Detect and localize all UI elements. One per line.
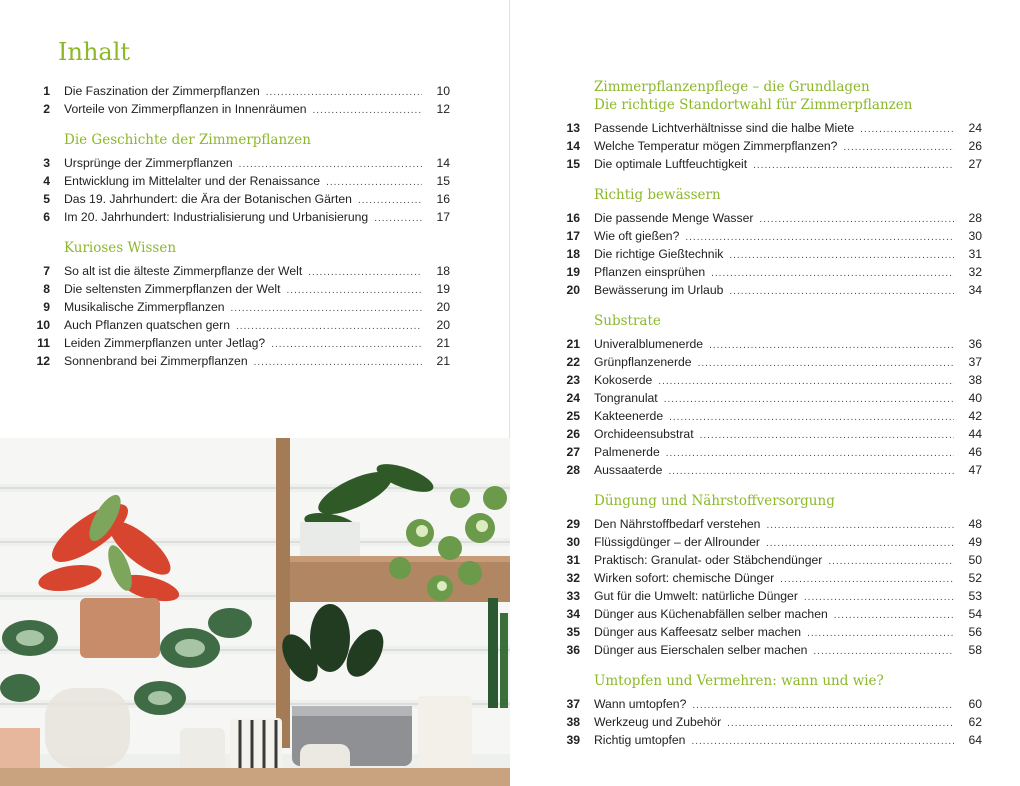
entry-page-number: 32 [968, 265, 982, 279]
entry-label: Kokoserde [594, 373, 653, 387]
entry-number: 2 [43, 102, 50, 116]
dot-leader [780, 571, 954, 589]
entry-page-number: 26 [968, 139, 982, 153]
entry-label: Vorteile von Zimmerpflanzen in Innenräumen [64, 102, 307, 116]
dot-leader [666, 445, 954, 463]
entry-number: 27 [566, 445, 580, 459]
entry-label: Ursprünge der Zimmerpflanzen [64, 156, 233, 170]
entry-number: 32 [566, 571, 580, 585]
entry-label: Aussaaterde [594, 463, 663, 477]
entry-label: Pflanzen einsprühen [594, 265, 706, 279]
section-heading: Die Geschichte der Zimmerpflanzen [64, 132, 311, 148]
entry-page-number: 28 [968, 211, 982, 225]
entry-number: 29 [566, 517, 580, 531]
entry-label: Wie oft gießen? [594, 229, 680, 243]
section-heading: Düngung und Nährstoffversorgung [594, 493, 835, 509]
toc-entry [560, 569, 982, 587]
dot-leader [669, 409, 954, 427]
toc-entry [560, 425, 982, 443]
toc-entry [560, 533, 982, 551]
section-heading: Die richtige Standortwahl für Zimmerpflanzen [594, 97, 913, 113]
entry-page-number: 44 [968, 427, 982, 441]
entry-number: 24 [566, 391, 580, 405]
entry-label: Kakteenerde [594, 409, 664, 423]
toc-entry [560, 407, 982, 425]
entry-number: 7 [43, 264, 50, 278]
entry-label: Welche Temperatur mögen Zimmerpflanzen? [594, 139, 838, 153]
entry-number: 22 [566, 355, 580, 369]
entry-label: Flüssigdünger – der Allrounder [594, 535, 760, 549]
toc-entry [560, 695, 982, 713]
entry-number: 1 [43, 84, 50, 98]
entry-number: 15 [566, 157, 580, 171]
dot-leader [727, 715, 954, 733]
dot-leader [729, 247, 954, 265]
entry-number: 31 [566, 553, 580, 567]
entry-label: Wann umtopfen? [594, 697, 687, 711]
entry-page-number: 62 [968, 715, 982, 729]
toc-left-column [30, 82, 450, 370]
dot-leader [308, 264, 422, 282]
entry-label: Werkzeug und Zubehör [594, 715, 722, 729]
entry-number: 6 [43, 210, 50, 224]
toc-entry [560, 209, 982, 227]
dot-leader [860, 121, 954, 139]
toc-entry [560, 587, 982, 605]
dot-leader [813, 643, 954, 661]
toc-entry [560, 605, 982, 623]
entry-number: 28 [566, 463, 580, 477]
entry-page-number: 10 [436, 84, 450, 98]
entry-page-number: 27 [968, 157, 982, 171]
toc-entry [30, 190, 450, 208]
entry-number: 18 [566, 247, 580, 261]
toc-entry [30, 298, 450, 316]
entry-label: Den Nährstoffbedarf verstehen [594, 517, 761, 531]
toc-entry [560, 371, 982, 389]
dot-leader [374, 210, 422, 228]
entry-page-number: 46 [968, 445, 982, 459]
entry-number: 21 [566, 337, 580, 351]
entry-page-number: 48 [968, 517, 982, 531]
entry-number: 5 [43, 192, 50, 206]
entry-page-number: 52 [968, 571, 982, 585]
entry-page-number: 47 [968, 463, 982, 477]
dot-leader [698, 355, 954, 373]
toc-entry [30, 100, 450, 118]
entry-label: Tongranulat [594, 391, 658, 405]
dot-leader [843, 139, 954, 157]
entry-page-number: 56 [968, 625, 982, 639]
plants-photo [0, 438, 510, 786]
entry-page-number: 24 [968, 121, 982, 135]
entry-page-number: 17 [436, 210, 450, 224]
toc-entry [30, 280, 450, 298]
entry-number: 26 [566, 427, 580, 441]
dot-leader [668, 463, 954, 481]
entry-label: Univeralblumenerde [594, 337, 704, 351]
entry-page-number: 31 [968, 247, 982, 261]
entry-number: 4 [43, 174, 50, 188]
entry-label: Sonnenbrand bei Zimmerpflanzen [64, 354, 248, 368]
toc-entry [560, 227, 982, 245]
dot-leader [685, 229, 954, 247]
section-heading: Substrate [594, 313, 661, 329]
entry-page-number: 36 [968, 337, 982, 351]
entry-page-number: 50 [968, 553, 982, 567]
entry-page-number: 64 [968, 733, 982, 747]
toc-entry [30, 352, 450, 370]
entry-page-number: 21 [436, 354, 450, 368]
entry-number: 9 [43, 300, 50, 314]
entry-number: 3 [43, 156, 50, 170]
section-heading: Zimmerpflanzenpflege – die Grundlagen [594, 79, 870, 95]
toc-entry [560, 353, 982, 371]
entry-label: Dünger aus Küchenabfällen selber machen [594, 607, 828, 621]
entry-label: Wirken sofort: chemische Dünger [594, 571, 775, 585]
section-heading: Umtopfen und Vermehren: wann und wie? [594, 673, 884, 689]
dot-leader [664, 391, 954, 409]
section-heading: Richtig bewässern [594, 187, 721, 203]
entry-label: Entwicklung im Mittelalter und der Renaissance [64, 174, 321, 188]
dot-leader [700, 427, 954, 445]
toc-entry [30, 172, 450, 190]
entry-label: Musikalische Zimmerpflanzen [64, 300, 225, 314]
entry-number: 39 [566, 733, 580, 747]
entry-page-number: 54 [968, 607, 982, 621]
entry-page-number: 40 [968, 391, 982, 405]
entry-number: 33 [566, 589, 580, 603]
entry-number: 8 [43, 282, 50, 296]
dot-leader [807, 625, 954, 643]
dot-leader [287, 282, 422, 300]
entry-label: Praktisch: Granulat- oder Stäbchendünger [594, 553, 823, 567]
entry-page-number: 16 [436, 192, 450, 206]
entry-label: Die optimale Luftfeuchtigkeit [594, 157, 748, 171]
entry-page-number: 60 [968, 697, 982, 711]
toc-entry [560, 623, 982, 641]
entry-number: 34 [566, 607, 580, 621]
dot-leader [828, 553, 954, 571]
entry-number: 23 [566, 373, 580, 387]
entry-label: So alt ist die älteste Zimmerpflanze der Welt [64, 264, 303, 278]
toc-entry [560, 335, 982, 353]
toc-entry [30, 262, 450, 280]
entry-label: Die passende Menge Wasser [594, 211, 754, 225]
entry-page-number: 21 [436, 336, 450, 350]
entry-label: Das 19. Jahrhundert: die Ära der Botanischen Gärten [64, 192, 352, 206]
entry-page-number: 53 [968, 589, 982, 603]
dot-leader [753, 157, 954, 175]
dot-leader [692, 697, 954, 715]
dot-leader [658, 373, 954, 391]
entry-label: Dünger aus Kaffeesatz selber machen [594, 625, 802, 639]
entry-number: 25 [566, 409, 580, 423]
entry-page-number: 14 [436, 156, 450, 170]
entry-label: Richtig umtopfen [594, 733, 686, 747]
toc-entry [560, 137, 982, 155]
entry-number: 38 [566, 715, 580, 729]
dot-leader [834, 607, 954, 625]
toc-entry [560, 731, 982, 749]
dot-leader [766, 517, 954, 535]
entry-number: 30 [566, 535, 580, 549]
entry-number: 13 [566, 121, 580, 135]
dot-leader [759, 211, 954, 229]
entry-number: 36 [566, 643, 580, 657]
page-title: Inhalt [58, 38, 131, 66]
entry-number: 19 [566, 265, 580, 279]
entry-label: Im 20. Jahrhundert: Industrialisierung und Urbanisierung [64, 210, 369, 224]
entry-number: 11 [37, 336, 50, 350]
entry-page-number: 20 [436, 318, 450, 332]
entry-page-number: 34 [968, 283, 982, 297]
toc-right-column [560, 78, 982, 749]
entry-label: Die seltensten Zimmerpflanzen der Welt [64, 282, 281, 296]
entry-page-number: 38 [968, 373, 982, 387]
dot-leader [691, 733, 954, 751]
toc-entry [30, 154, 450, 172]
section-heading: Kurioses Wissen [64, 240, 177, 256]
toc-entry [560, 443, 982, 461]
toc-entry [560, 515, 982, 533]
entry-number: 37 [566, 697, 580, 711]
toc-entry [560, 461, 982, 479]
entry-label: Bewässerung im Urlaub [594, 283, 724, 297]
entry-page-number: 49 [968, 535, 982, 549]
entry-page-number: 30 [968, 229, 982, 243]
entry-number: 10 [36, 318, 50, 332]
entry-page-number: 20 [436, 300, 450, 314]
toc-entry [30, 334, 450, 352]
entry-number: 35 [566, 625, 580, 639]
entry-number: 12 [36, 354, 50, 368]
entry-label: Grünpflanzenerde [594, 355, 692, 369]
dot-leader [231, 300, 422, 318]
toc-entry [560, 119, 982, 137]
entry-label: Leiden Zimmerpflanzen unter Jetlag? [64, 336, 266, 350]
entry-label: Auch Pflanzen quatschen gern [64, 318, 231, 332]
entry-number: 14 [566, 139, 580, 153]
entry-label: Palmenerde [594, 445, 660, 459]
entry-label: Passende Lichtverhältnisse sind die halbe Miete [594, 121, 855, 135]
toc-entry [560, 281, 982, 299]
entry-label: Orchideensubstrat [594, 427, 694, 441]
toc-entry [560, 245, 982, 263]
dot-leader [709, 337, 954, 355]
entry-label: Gut für die Umwelt: natürliche Dünger [594, 589, 798, 603]
toc-entry [560, 641, 982, 659]
dot-leader [254, 354, 422, 372]
entry-page-number: 42 [968, 409, 982, 423]
toc-entry [560, 263, 982, 281]
toc-entry [30, 316, 450, 334]
entry-page-number: 58 [968, 643, 982, 657]
entry-number: 20 [566, 283, 580, 297]
entry-page-number: 15 [436, 174, 450, 188]
dot-leader [729, 283, 954, 301]
entry-number: 16 [566, 211, 580, 225]
dot-leader [313, 102, 422, 120]
toc-entry [560, 389, 982, 407]
toc-entry [560, 551, 982, 569]
entry-page-number: 19 [436, 282, 450, 296]
toc-entry [560, 713, 982, 731]
entry-page-number: 18 [436, 264, 450, 278]
entry-number: 17 [566, 229, 580, 243]
dot-leader [271, 336, 422, 354]
entry-page-number: 12 [436, 102, 450, 116]
dot-leader [711, 265, 954, 283]
toc-entry [30, 208, 450, 226]
toc-entry [30, 82, 450, 100]
entry-label: Dünger aus Eierschalen selber machen [594, 643, 808, 657]
entry-label: Die richtige Gießtechnik [594, 247, 724, 261]
entry-label: Die Faszination der Zimmerpflanzen [64, 84, 260, 98]
entry-page-number: 37 [968, 355, 982, 369]
toc-entry [560, 155, 982, 173]
